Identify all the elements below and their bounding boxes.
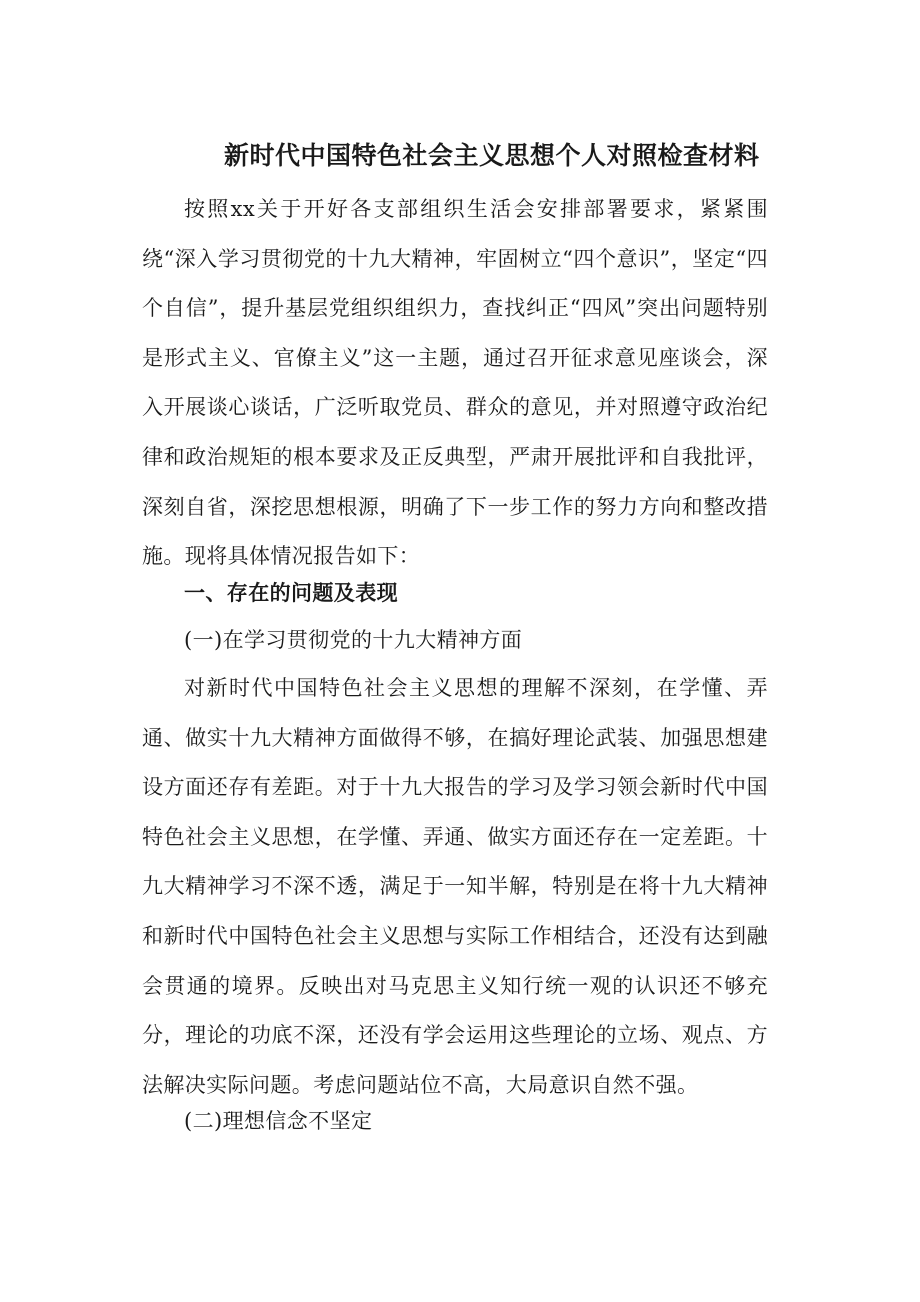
subsection-heading-ideals: (二)理想信念不坚定 xyxy=(184,1109,373,1133)
document-title: 新时代中国特色社会主义思想个人对照检查材料 xyxy=(224,141,760,170)
study-paragraph: 对新时代中国特色社会主义思想的理解不深刻，在学懂、弄通、做实十九大精神方面做得不够，在搞好理论武装、加强思想建设方面还存有差距。对于十九大报告的学习及学习领会新时代中国特色社会主义思想，在学懂、弄通、做实方面还存在一定差距。十九大精神学习不深不透，满足于一知半解，特别是在将十九大精神和新时代中国特色社会主义思想与实际工作相结合，还没有达到融会贯通的境界。反映出对马克思主义知行统一观的认识还不够充分，理论的功底不深，还没有学会运用这些理论的立场、观点、方法解决实际问题。考虑问题站位不高，大局意识自然不强。 xyxy=(142,676,768,1097)
subsection-heading-study: (一)在学习贯彻党的十九大精神方面 xyxy=(184,628,523,652)
section-heading-problems: 一、存在的问题及表现 xyxy=(184,580,398,605)
intro-paragraph: 按照xx关于开好各支部组织生活会安排部署要求，紧紧围绕“深入学习贯彻党的十九大精神，牢固树立“四个意识”，坚定“四个自信”，提升基层党组织组织力，查找纠正“四风”突出问题特别是形式主义、官僚主义”这一主题，通过召开征求意见座谈会，深入开展谈心谈话，广泛听取党员、群众的意见，并对照遵守政治纪律和政治规矩的根本要求及正反典型，严肃开展批评和自我批评，深刻自省，深挖思想根源，明确了下一步工作的努力方向和整改措施。现将具体情况报告如下： xyxy=(142,197,768,569)
